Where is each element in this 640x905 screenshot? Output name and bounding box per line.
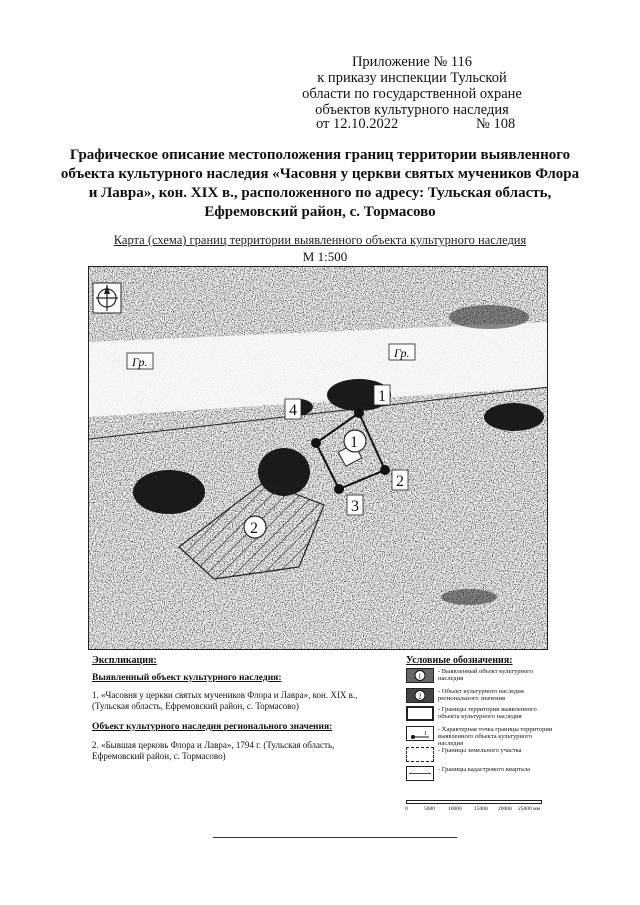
road-label-text: Гр. bbox=[132, 355, 148, 369]
legend-scalebar bbox=[406, 800, 542, 816]
object-2-label: 2 bbox=[250, 520, 258, 537]
date-prefix: от bbox=[316, 116, 330, 132]
territory-boundary-symbol-icon bbox=[406, 706, 434, 721]
boundary-point-1 bbox=[354, 408, 364, 418]
legend-item-land-plot bbox=[406, 747, 556, 765]
scalebar-tick-label: 25000 мм bbox=[518, 806, 541, 812]
point-label-text: 2 bbox=[396, 473, 404, 490]
point-label-1 bbox=[374, 385, 390, 405]
legend-text: - Границы кадастрового квартала bbox=[438, 766, 530, 773]
appendix-header bbox=[297, 54, 527, 118]
order-number: № 108 bbox=[476, 116, 516, 132]
scalebar-tick-label: 15000 bbox=[474, 806, 488, 812]
order-date: 12.10.2022 bbox=[333, 116, 399, 132]
scalebar-line bbox=[406, 800, 542, 804]
point-label-4 bbox=[285, 399, 301, 419]
scalebar-tick-label: 5000 bbox=[424, 806, 435, 812]
legend-item-territory-boundary bbox=[406, 706, 556, 724]
identified-object-symbol-icon bbox=[406, 668, 434, 683]
boundary-map bbox=[88, 266, 548, 650]
boundary-point-4 bbox=[311, 438, 321, 448]
boundary-point-3 bbox=[334, 484, 344, 494]
legend-heading: Условные обозначения: bbox=[406, 655, 513, 666]
scalebar-tick-label: 0 bbox=[405, 806, 408, 812]
road-label-left bbox=[127, 353, 153, 369]
point-label-text: 3 bbox=[351, 498, 359, 515]
boundary-point-symbol-icon bbox=[406, 726, 434, 741]
land-plot-symbol-icon bbox=[406, 747, 434, 762]
regional-object-symbol-icon bbox=[406, 688, 434, 703]
object-1-label: 1 bbox=[350, 434, 358, 451]
header-line: объектов культурного наследия bbox=[315, 102, 509, 118]
map-caption: Карта (схема) границ территории выявленного объекта культурного наследия bbox=[113, 233, 527, 247]
boundary-point-2 bbox=[380, 465, 390, 475]
order-date-row bbox=[316, 116, 546, 133]
legend-item-cadastral-quarter bbox=[406, 766, 556, 784]
explication-item-2: 2. «Бывшая церковь Флора и Лавра», 1794 г. (Тульская область, Ефремовский район, с. Тормасово) bbox=[92, 740, 335, 761]
svg-text:1: 1 bbox=[424, 731, 427, 737]
explication-heading: Экспликация: bbox=[92, 655, 157, 666]
legend-text: - Границы земельного участка bbox=[438, 747, 522, 754]
header-line: к приказу инспекции Тульской bbox=[317, 70, 507, 86]
scalebar-tick-label: 20000 bbox=[498, 806, 512, 812]
point-label-2 bbox=[392, 470, 408, 490]
legend-item-regional-object bbox=[406, 688, 556, 706]
legend-text: - Выявленный объект культурного наследия bbox=[438, 668, 533, 682]
legend-item-identified-object bbox=[406, 668, 556, 686]
point-label-text: 4 bbox=[289, 402, 297, 419]
header-line: области по государственной охране bbox=[302, 86, 522, 102]
header-line: Приложение № 116 bbox=[351, 54, 473, 70]
cadastral-quarter-symbol-icon bbox=[406, 766, 434, 781]
compass-icon bbox=[93, 283, 121, 313]
road-label-right bbox=[389, 344, 415, 360]
point-label-text: 1 bbox=[378, 388, 386, 405]
legend-text: - Объект культурного наследия регионального значения bbox=[438, 688, 524, 702]
map-drawing bbox=[89, 267, 548, 650]
svg-text:2: 2 bbox=[418, 692, 422, 701]
legend-text: - Границы территории выявленного объекта культурного наследия bbox=[438, 706, 537, 720]
road-label-text: Гр. bbox=[394, 346, 410, 360]
legend-text: - Характерная точка границы территории выявленного объекта культурного наследия bbox=[438, 726, 553, 747]
svg-text:1: 1 bbox=[418, 672, 422, 681]
point-label-3 bbox=[347, 495, 363, 515]
document-title: Графическое описание местоположения границ территории выявленного объекта культурного наследия «Часовня у церкви святых мучеников Флора и Лавра», кон. XIX в., расположенного по адресу: Тульская область, Ефремовский район, с. Тормасово bbox=[60, 147, 580, 220]
legend-item-boundary-point bbox=[406, 726, 556, 747]
explication-item-1: 1. «Часовня у церкви святых мучеников Флора и Лавра», кон. XIX в., (Тульская область, Ефремовский район, с. Тормасово) bbox=[92, 690, 358, 711]
explication-section-1: Выявленный объект культурного наследия: bbox=[92, 673, 282, 683]
signature-line bbox=[213, 837, 457, 838]
explication-section-2: Объект культурного наследия регионального значения: bbox=[92, 722, 333, 732]
scalebar-tick-label: 10000 bbox=[448, 806, 462, 812]
map-scale: М 1:500 bbox=[302, 249, 348, 264]
